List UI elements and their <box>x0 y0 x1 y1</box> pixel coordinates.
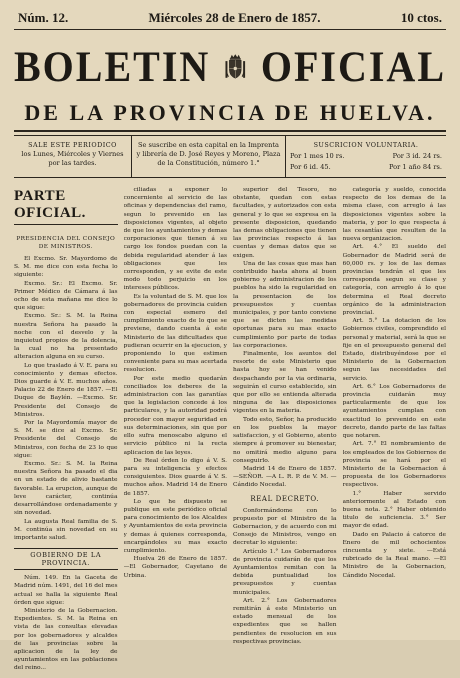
paragraph: Una de las cosas que mas han contribuido hasta ahora al buen gobierno y administracion de los pueblos ha sido la regularidad en la presentacion de los presupuestos y cuentas municipales, y por tanto conviene que se dicten las medidas oportunas para su mas exacto cumplimiento por parte de todas las corporaciones. <box>233 260 337 349</box>
paragraph: superior del Tesoro, no obstante, quedan con estas facultades, y autorizados con esta general y lo que se expresa en la presente disposicion, quedando las demas obligaciones que tienen las provincias respecto á las cuentas y demas datos que se exigen. <box>233 187 337 259</box>
column-3 <box>233 186 337 678</box>
paragraph: ciliadas a exponer lo concerniente al servicio de las oficinas y dependencias del ramo, segun lo prevenido en las disposiciones vigentes, al objeto de que los ayuntamientos y demas corporaciones que tienen á su cargo los fondos puedan con la debida regularidad atender á las obligaciones que les corresponden, y se evite de este modo todo perjuicio en los intereses públicos. <box>123 187 227 292</box>
paragraph: 1.° Haber servido anteriormente al Estado con buena nota. 2.° Haber obtenido titulo de suficiencia. 3.° Ser mayor de edad. <box>342 490 446 530</box>
paragraph: Lo que he dispuesto se publique en este periódico oficial para conocimiento de los Alcaldes y Ayuntamientos de esta provincia y demas á quienes corresponda, encargándoles su mas exacto cumplimiento. <box>123 498 227 554</box>
paragraph: Excmo. Sr.: S. M. la Reina nuestra Señora ha pasado el dia en un estado de alivio bastante favorable. La erupcion, aunque de leve carácter, continúa desarrollándose ordenadamente y sin novedad. <box>14 461 118 517</box>
issue-date: Miércoles 28 de Enero de 1857. <box>148 10 321 25</box>
paragraph: Madrid 14 de Enero de 1857. —SEÑOR. —A L. R. P. de V. M. —Cándido Nocedal. <box>233 465 337 489</box>
paragraph: Art. 7.° El nombramiento de los empleados de los Gobiernos de provincia se hará por el Ministerio de la Gobernacion á propuesta de los Gobernadores respectivos. <box>342 441 446 489</box>
masthead-subtitle: DE LA PROVINCIA DE HUELVA. <box>14 100 446 132</box>
price-1-year: Por 1 año 84 rs. <box>388 163 442 171</box>
paragraph: Núm. 149. En la Gaceta de Madrid núm. 1491, del 16 del mes actual se halla la siguiente Real órden que sigue: <box>14 575 118 606</box>
prices-caption: SUSCRICION VOLUNTARIA. <box>313 141 419 149</box>
paragraph: De Real órden lo digo á V. S. para su inteligencia y efectos consiguientes. Dios guarde á V. S. muchos años. Madrid 14 de Enero de 1857. <box>123 457 227 497</box>
paragraph: Huelva 26 de Enero de 1857. —El Gobernador, Cayetano de Urbina. <box>123 556 227 579</box>
paragraph: Lo que traslado á V. E. para su conocimiento y demas efectos. Dios guarde á V. E. muchos años. Palacio 22 de Enero de 1857. —El Duque de Baylén. —Excmo. Sr. Presidente del Consejo de Ministros. <box>14 362 118 418</box>
schedule-text: los Lunes, Miércoles y Viernes por las tardes. <box>21 150 124 167</box>
schedule-caption: SALE ESTE PERIODICO <box>28 141 117 149</box>
subscription-prices <box>286 136 446 177</box>
paragraph: Excmo. Sr.: El Excmo. Sr. Primer Médico de Cámara á las ocho de esta mañana me dice lo que sigue: <box>14 280 118 312</box>
paragraph: Art. 6.° Los Gobernadores de provincia cuidarán muy particularmente de que los ayuntamientos cumplan con exactitud lo prevenido en este decreto, dando parte de las faltas que notaren. <box>342 383 446 440</box>
paragraph: Por este medio quedarán conciliados los deberes de la administracion con las garantías que la legislacion concede á los particulares, y la autoridad podrá proceder con mayor seguridad en sus determinaciones, sin que por ello sufra menoscabo alguno el servicio público ni la recta aplicacion de las leyes. <box>123 375 227 456</box>
column-4 <box>343 186 447 678</box>
prices-row-1 <box>290 152 442 161</box>
issue-price: 10 ctos. <box>400 10 442 25</box>
issue-line <box>14 10 446 30</box>
section-heading-real-decreto: REAL DECRETO. <box>250 494 320 503</box>
column-1 <box>14 186 118 678</box>
paragraph: categoría y sueldo, conocida respecto de los demas de la misma clase, con arreglo á las disposiciones vigentes sobre la materia, y por lo que respecta á las cesantías que resulten de la nueva organizacion. <box>342 187 446 243</box>
column-2 <box>124 186 228 678</box>
paragraph: Dado en Palacio á catorce de Enero de mil ochocientos cincuenta y siete. —Está rubricado de la Real mano. —El Ministro de la Gobernacion, Cándido Nocedal. <box>342 531 446 579</box>
article-columns <box>14 186 446 678</box>
paragraph: Es la voluntad de S. M. que los gobernadores de provincia cuiden con especial esmero del cumplimiento exacto de lo que se previene, dando cuenta á este Ministerio de las dificultades que pudieran ocurrir en la ejecucion, y proponiendo lo que estimen conveniente para su mas acertada resolucion. <box>123 293 227 374</box>
section-heading-presidencia: PRESIDENCIA DEL CONSEJO DE MINISTROS. <box>16 236 116 250</box>
royal-coat-of-arms-icon <box>224 39 247 95</box>
subscription-location: Se suscribe en esta capital en la Imprenta y librería de D. José Reyes y Moreno, Plaza de la Constitución, número 1.° <box>132 136 286 177</box>
subscription-info-box <box>14 135 446 178</box>
section-heading-gobierno: GOBIERNO DE LA PROVINCIA. <box>14 548 118 570</box>
masthead-left-word: BOLETIN <box>14 42 211 91</box>
paragraph: Excmo. Sr.: S. M. la Reina nuestra Señora ha pasado la noche con el desvelo y la inquietud propios de la dolencia, la cual no ha presentado alteracion alguna en su curso. <box>14 313 118 361</box>
price-1-month: Por 1 mes 10 rs. <box>290 152 345 160</box>
paragraph: Por la Mayordomía mayor de S. M. se dice al Excmo. Sr. Presidente del Consejo de Ministros, con fecha de 23 lo que sigue: <box>14 420 118 459</box>
paragraph: Conformándome con lo propuesto por el Ministro de la Gobernacion, y de acuerdo con mi Consejo de Ministros, vengo en decretar lo siguiente: <box>233 507 337 547</box>
masthead-right-word: OFICIAL <box>260 42 446 91</box>
publication-schedule <box>14 136 132 177</box>
paragraph: Ministerio de la Gobernacion. Expedientes. S. M. la Reina en vista de las consultas elevadas por los gobernadores y alcaldes de las provincias sobre la aplicacion de la ley de ayuntamientos en las poblaciones del reino... <box>14 607 118 672</box>
masthead <box>14 36 446 98</box>
paragraph: Art. 2.° Los Gobernadores remitirán á este Ministerio un estado mensual de los expedientes que se hallen pendientes de resolucion en sus respectivas provincias. <box>233 597 337 645</box>
price-3-months: Por 3 id. 24 rs. <box>392 152 442 160</box>
paragraph: Finalmente, los asuntos del resorte de este Ministerio que hasta hoy se han venido despachando por la via ordinaria, seguirán el curso establecido, sin que por ello se entienda alterada ninguna de las disposiciones vigentes en la materia. <box>233 351 337 415</box>
price-6-months: Por 6 id. 45. <box>290 163 331 171</box>
paragraph: Art. 5.° La dotacion de los Gobiernos civiles, comprendido el personal y material, será la que se fije en el presupuesto general del Estado, distribuyéndose por el Ministerio de la Gobernacion segun las necesidades del servicio. <box>342 318 446 382</box>
section-heading-parte-oficial: PARTE OFICIAL. <box>14 188 118 225</box>
paragraph: La augusta Real familia de S. M. continúa sin novedad en su importante salud. <box>14 518 118 541</box>
paragraph: El Excmo. Sr. Mayordomo de S. M. me dice con esta fecha lo siguiente: <box>14 256 118 279</box>
prices-row-2 <box>290 163 442 172</box>
paragraph: Todo esto, Señor, ha producido en los pueblos la mayor satisfaccion, y el Gobierno, atento siempre á promover su bienestar, no omitirá medio alguno para conseguirlo. <box>233 416 337 464</box>
paragraph: Art. 4.° El sueldo del Gobernador de Madrid será de 60,000 rs. y los de las demas provincias tendrán el que les corresponda segun su clase y categoría, con arreglo á lo que determina el Real decreto orgánico de la administracion provincial. <box>342 244 446 317</box>
paragraph: Artículo 1.° Los Gobernadores de provincia cuidarán de que los Ayuntamientos remitan con la debida puntualidad los presupuestos y cuentas municipales. <box>233 548 337 596</box>
issue-number: Núm. 12. <box>18 10 69 25</box>
